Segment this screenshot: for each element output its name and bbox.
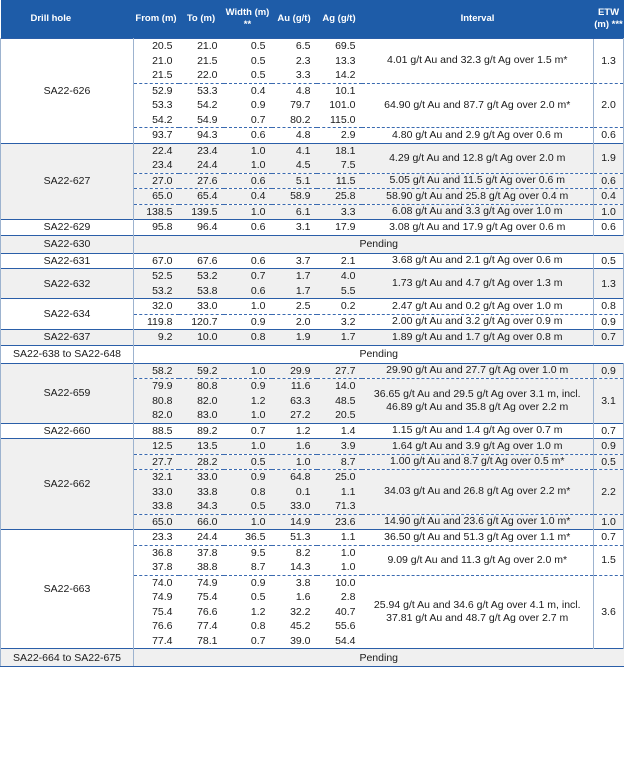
width-cell: 1.0 [224, 514, 272, 530]
header-etw: ETW (m) *** [594, 0, 624, 39]
header-row [1, 0, 624, 39]
from-cell: 52.9 [134, 83, 179, 98]
width-cell: 0.8 [250, 620, 266, 633]
from-cell: 27.0 [134, 173, 179, 189]
interval-cell: 1.89 g/t Au and 1.7 g/t Ag over 0.8 m [362, 330, 594, 346]
width-cell: 0.6 [224, 253, 272, 269]
etw-cell: 1.0 [594, 204, 624, 220]
from-cell: 65.0 [134, 189, 179, 205]
width-cell: 0.8 [224, 485, 272, 500]
au-cell: 6.1 [272, 204, 317, 220]
from-cell: 52.5 [134, 269, 179, 284]
etw-cell: 1.5 [594, 545, 624, 575]
to-cell: 75.4 [197, 591, 218, 604]
au-cell: 29.9 [272, 363, 317, 379]
ag-cell: 40.7 [335, 605, 356, 618]
from-cell: 75.4 [152, 605, 173, 618]
ag-cell: 13.3 [335, 54, 356, 67]
ag-cell: 17.9 [317, 220, 362, 236]
table-row [1, 363, 624, 379]
width-cell: 0.6 [224, 128, 272, 144]
width-cell: 0.6 [224, 220, 272, 236]
drill-hole-cell: SA22-634 [1, 299, 134, 330]
au-cell: 3.8 [272, 575, 317, 590]
ag-cell: 1.0 [317, 545, 362, 560]
au-cell: 80.2 [290, 113, 311, 126]
au-cell: 27.2 [272, 408, 317, 423]
from-cell: 79.9 [134, 379, 179, 394]
interval-cell: 4.29 g/t Au and 12.8 g/t Ag over 2.0 m [362, 143, 594, 173]
width-cell: 9.5 [224, 545, 272, 560]
au-cell: 0.1 [272, 485, 317, 500]
table-row [1, 439, 624, 455]
etw-cell: 0.6 [594, 220, 624, 236]
width-cell: 0.9 [224, 575, 272, 590]
ag-cell: 0.2 [317, 299, 362, 315]
width-cell: 0.5 [250, 591, 266, 604]
etw-cell: 0.6 [594, 173, 624, 189]
au-cell: 3.3 [295, 69, 311, 82]
from-cell: 32.1 [134, 470, 179, 485]
from-cell: 65.0 [134, 514, 179, 530]
au-cell: 63.3 [272, 394, 317, 409]
from-cell: 67.0 [134, 253, 179, 269]
drill-hole-cell: SA22-627 [1, 143, 134, 220]
drill-hole-cell: SA22-631 [1, 253, 134, 269]
width-cell: 0.6 [224, 284, 272, 299]
drill-hole-cell: SA22-629 [1, 220, 134, 236]
au-cell: 64.8 [272, 470, 317, 485]
from-cell: 76.6 [152, 620, 173, 633]
to-cell: 67.6 [179, 253, 224, 269]
ag-cell: 14.2 [335, 69, 356, 82]
to-cell: 24.4 [179, 158, 224, 173]
from-cell: 33.0 [134, 485, 179, 500]
interval-cell: 4.80 g/t Au and 2.9 g/t Ag over 0.6 m [362, 128, 594, 144]
to-cell: 59.2 [179, 363, 224, 379]
to-cell: 76.6 [197, 605, 218, 618]
to-cell: 38.8 [197, 561, 218, 574]
interval-cell: 58.90 g/t Au and 25.8 g/t Ag over 0.4 m [362, 189, 594, 205]
table-row [1, 423, 624, 439]
etw-cell: 3.1 [594, 379, 624, 424]
to-cell: 54.2 [197, 99, 218, 112]
etw-cell: 1.0 [594, 514, 624, 530]
interval-cell: 1.73 g/t Au and 4.7 g/t Ag over 1.3 m [362, 269, 594, 299]
width-cell: 0.7 [250, 113, 266, 126]
ag-cell: 2.8 [340, 591, 356, 604]
from-cell: 22.4 [134, 143, 179, 158]
to-cell: 24.4 [179, 530, 224, 546]
ag-cell: 7.5 [317, 158, 362, 173]
interval-cell: 1.00 g/t Au and 8.7 g/t Ag over 0.5 m* [362, 454, 594, 470]
from-cell: 27.7 [134, 454, 179, 470]
to-cell: 53.3 [179, 83, 224, 98]
drill-hole-cell: SA22-662 [1, 439, 134, 530]
ag-cell: 25.0 [317, 470, 362, 485]
interval-cell: 6.08 g/t Au and 3.3 g/t Ag over 1.0 m [362, 204, 594, 220]
to-cell: 66.0 [179, 514, 224, 530]
from-cell: 95.8 [134, 220, 179, 236]
width-cell: 1.0 [224, 408, 272, 423]
au-cell: 33.0 [272, 499, 317, 514]
to-cell: 77.4 [197, 620, 218, 633]
au-cell: 8.2 [272, 545, 317, 560]
au-cell: 2.3 [295, 54, 311, 67]
width-cell: 0.9 [224, 314, 272, 330]
etw-cell: 2.0 [594, 83, 624, 128]
header-ag: Ag (g/t) [317, 0, 362, 39]
au-cell: 3.7 [272, 253, 317, 269]
etw-cell: 3.6 [594, 575, 624, 649]
interval-cell: 36.50 g/t Au and 51.3 g/t Ag over 1.1 m* [362, 530, 594, 546]
etw-cell: 0.8 [594, 299, 624, 315]
au-cell: 2.0 [272, 314, 317, 330]
au-cell: 1.7 [272, 284, 317, 299]
from-cell: 53.2 [134, 284, 179, 299]
ag-cell: 1.1 [317, 530, 362, 546]
ag-cell: 69.5 [317, 39, 362, 54]
from-cell: 119.8 [134, 314, 179, 330]
to-cell: 94.3 [179, 128, 224, 144]
to-cell: 53.2 [179, 269, 224, 284]
table-row [1, 269, 624, 284]
table-row [1, 299, 624, 315]
ag-cell: 14.0 [317, 379, 362, 394]
au-cell: 51.3 [272, 530, 317, 546]
au-cell: 4.8 [272, 128, 317, 144]
from-cell: 9.2 [134, 330, 179, 346]
width-cell: 0.5 [250, 54, 266, 67]
to-cell: 13.5 [179, 439, 224, 455]
width-cell: 1.2 [250, 605, 266, 618]
au-cell: 3.1 [272, 220, 317, 236]
to-cell: 33.8 [179, 485, 224, 500]
ag-cell: 4.0 [317, 269, 362, 284]
table-row [1, 143, 624, 158]
width-cell: 8.7 [250, 561, 266, 574]
width-cell: 0.5 [224, 499, 272, 514]
au-cell: 14.3 [290, 561, 311, 574]
from-cell: 32.0 [134, 299, 179, 315]
to-cell: 10.0 [179, 330, 224, 346]
etw-cell: 1.3 [594, 269, 624, 299]
width-cell: 1.2 [224, 394, 272, 409]
au-cell: 1.2 [272, 423, 317, 439]
width-cell: 0.8 [224, 330, 272, 346]
etw-cell: 2.2 [594, 470, 624, 515]
etw-cell: 0.9 [594, 314, 624, 330]
to-cell: 33.0 [179, 470, 224, 485]
ag-cell: 20.5 [317, 408, 362, 423]
to-cell: 53.8 [179, 284, 224, 299]
header-width: Width (m) ** [224, 0, 272, 39]
au-cell: 1.0 [272, 454, 317, 470]
from-cell: 33.8 [134, 499, 179, 514]
au-cell: 39.0 [290, 634, 311, 647]
ag-cell: 18.1 [317, 143, 362, 158]
from-cell: 77.4 [152, 634, 173, 647]
etw-cell: 0.5 [594, 253, 624, 269]
drill-hole-cell: SA22-663 [1, 530, 134, 649]
interval-cell: 9.09 g/t Au and 11.3 g/t Ag over 2.0 m* [362, 545, 594, 575]
to-cell: 34.3 [179, 499, 224, 514]
interval-cell: 25.94 g/t Au and 34.6 g/t Ag over 4.1 m, incl. 37.81 g/t Au and 48.7 g/t Ag over 2.7 m [362, 575, 594, 649]
table-row [1, 649, 624, 667]
from-cell: 82.0 [134, 408, 179, 423]
ag-cell: 2.9 [317, 128, 362, 144]
au-cell: 32.2 [290, 605, 311, 618]
ag-cell: 1.4 [317, 423, 362, 439]
to-cell: 120.7 [179, 314, 224, 330]
au-cell: 14.9 [272, 514, 317, 530]
ag-cell: 48.5 [317, 394, 362, 409]
to-cell: 74.9 [179, 575, 224, 590]
ag-cell: 3.3 [317, 204, 362, 220]
ag-cell: 5.5 [317, 284, 362, 299]
au-cell: 4.5 [272, 158, 317, 173]
ag-cell: 71.3 [317, 499, 362, 514]
to-cell: 96.4 [179, 220, 224, 236]
ag-cell: 1.7 [317, 330, 362, 346]
interval-cell: 36.65 g/t Au and 29.5 g/t Ag over 3.1 m, incl. 46.89 g/t Au and 35.8 g/t Ag over 2.2 m [362, 379, 594, 424]
au-cell: 4.1 [272, 143, 317, 158]
pending-cell: Pending [134, 345, 624, 363]
ag-cell: 55.6 [335, 620, 356, 633]
drill-hole-cell: SA22-626 [1, 39, 134, 144]
width-cell: 0.4 [224, 189, 272, 205]
from-cell: 23.3 [134, 530, 179, 546]
ag-cell: 23.6 [317, 514, 362, 530]
width-cell: 0.5 [224, 454, 272, 470]
table-row [1, 39, 624, 54]
etw-cell: 0.9 [594, 439, 624, 455]
to-cell: 33.0 [179, 299, 224, 315]
from-cell: 53.3 [152, 99, 173, 112]
width-cell: 1.0 [224, 363, 272, 379]
header-from: From (m) [134, 0, 179, 39]
from-cell: 20.5 [134, 39, 179, 54]
width-cell: 0.9 [224, 470, 272, 485]
interval-cell: 5.05 g/t Au and 11.5 g/t Ag over 0.6 m [362, 173, 594, 189]
interval-cell: 3.68 g/t Au and 2.1 g/t Ag over 0.6 m [362, 253, 594, 269]
header-interval: Interval [362, 0, 594, 39]
etw-cell: 0.9 [594, 363, 624, 379]
table-row [1, 253, 624, 269]
etw-cell: 0.7 [594, 330, 624, 346]
from-cell: 80.8 [134, 394, 179, 409]
header-to: To (m) [179, 0, 224, 39]
from-cell: 74.9 [152, 591, 173, 604]
au-cell: 5.1 [272, 173, 317, 189]
to-cell: 27.6 [179, 173, 224, 189]
etw-cell: 0.7 [594, 530, 624, 546]
from-cell: 88.5 [134, 423, 179, 439]
ag-cell: 25.8 [317, 189, 362, 205]
ag-cell: 10.0 [317, 575, 362, 590]
ag-cell: 54.4 [335, 634, 356, 647]
to-cell: 83.0 [179, 408, 224, 423]
au-cell: 4.8 [272, 83, 317, 98]
width-cell: 1.0 [224, 299, 272, 315]
table-row [1, 235, 624, 253]
ag-cell: 3.2 [317, 314, 362, 330]
au-cell: 45.2 [290, 620, 311, 633]
table-row [1, 530, 624, 546]
drill-hole-cell: SA22-638 to SA22-648 [1, 345, 134, 363]
interval-cell: 2.47 g/t Au and 0.2 g/t Ag over 1.0 m [362, 299, 594, 315]
width-cell: 0.9 [224, 379, 272, 394]
etw-cell: 0.4 [594, 189, 624, 205]
drill-hole-cell: SA22-630 [1, 235, 134, 253]
width-cell: 0.5 [250, 69, 266, 82]
au-cell: 1.6 [272, 439, 317, 455]
interval-cell: 3.08 g/t Au and 17.9 g/t Ag over 0.6 m [362, 220, 594, 236]
au-cell: 11.6 [272, 379, 317, 394]
from-cell: 23.4 [134, 158, 179, 173]
from-cell: 21.5 [152, 69, 173, 82]
width-cell: 0.5 [224, 39, 272, 54]
to-cell: 28.2 [179, 454, 224, 470]
au-cell: 58.9 [272, 189, 317, 205]
width-cell: 1.0 [224, 143, 272, 158]
width-cell: 0.7 [224, 423, 272, 439]
table-body [1, 39, 624, 667]
width-cell: 0.7 [250, 634, 266, 647]
width-cell: 0.6 [224, 173, 272, 189]
etw-cell: 0.5 [594, 454, 624, 470]
ag-cell: 11.5 [317, 173, 362, 189]
width-cell: 0.7 [224, 269, 272, 284]
interval-cell: 34.03 g/t Au and 26.8 g/t Ag over 2.2 m* [362, 470, 594, 515]
interval-cell: 14.90 g/t Au and 23.6 g/t Ag over 1.0 m* [362, 514, 594, 530]
ag-cell: 27.7 [317, 363, 362, 379]
etw-cell: 0.7 [594, 423, 624, 439]
to-cell: 54.9 [197, 113, 218, 126]
to-cell: 21.0 [179, 39, 224, 54]
au-cell: 79.7 [290, 99, 311, 112]
ag-cell: 8.7 [317, 454, 362, 470]
au-cell: 2.5 [272, 299, 317, 315]
width-cell: 0.4 [224, 83, 272, 98]
ag-cell: 1.0 [340, 561, 356, 574]
from-cell: 37.8 [152, 561, 173, 574]
interval-cell: 29.90 g/t Au and 27.7 g/t Ag over 1.0 m [362, 363, 594, 379]
drill-hole-cell: SA22-632 [1, 269, 134, 299]
pending-cell: Pending [134, 235, 624, 253]
to-cell: 65.4 [179, 189, 224, 205]
ag-cell: 1.1 [317, 485, 362, 500]
to-cell: 21.5 [197, 54, 218, 67]
to-cell: 37.8 [179, 545, 224, 560]
width-cell: 0.9 [250, 99, 266, 112]
interval-cell: 2.00 g/t Au and 3.2 g/t Ag over 0.9 m [362, 314, 594, 330]
au-cell: 6.5 [272, 39, 317, 54]
au-cell: 1.6 [295, 591, 311, 604]
au-cell: 1.7 [272, 269, 317, 284]
ag-cell: 115.0 [330, 113, 356, 126]
header-drill-hole: Drill hole [1, 0, 134, 39]
to-cell: 80.8 [179, 379, 224, 394]
drill-hole-cell: SA22-659 [1, 363, 134, 423]
etw-cell: 0.6 [594, 128, 624, 144]
from-cell: 138.5 [134, 204, 179, 220]
width-cell: 1.0 [224, 204, 272, 220]
from-cell: 74.0 [134, 575, 179, 590]
table-row [1, 330, 624, 346]
interval-cell: 1.64 g/t Au and 3.9 g/t Ag over 1.0 m [362, 439, 594, 455]
interval-cell: 4.01 g/t Au and 32.3 g/t Ag over 1.5 m* [362, 39, 594, 84]
header-au: Au (g/t) [272, 0, 317, 39]
table-row [1, 220, 624, 236]
ag-cell: 10.1 [317, 83, 362, 98]
from-cell: 12.5 [134, 439, 179, 455]
from-cell: 93.7 [134, 128, 179, 144]
table-row [1, 345, 624, 363]
ag-cell: 3.9 [317, 439, 362, 455]
to-cell: 22.0 [197, 69, 218, 82]
to-cell: 139.5 [179, 204, 224, 220]
etw-cell: 1.3 [594, 39, 624, 84]
from-cell: 58.2 [134, 363, 179, 379]
drill-hole-cell: SA22-664 to SA22-675 [1, 649, 134, 667]
to-cell: 23.4 [179, 143, 224, 158]
ag-cell: 2.1 [317, 253, 362, 269]
pending-cell: Pending [134, 649, 624, 667]
from-cell: 54.2 [152, 113, 173, 126]
to-cell: 82.0 [179, 394, 224, 409]
width-cell: 1.0 [224, 439, 272, 455]
au-cell: 1.9 [272, 330, 317, 346]
to-cell: 89.2 [179, 423, 224, 439]
from-cell: 21.0 [152, 54, 173, 67]
width-cell: 36.5 [224, 530, 272, 546]
interval-cell: 1.15 g/t Au and 1.4 g/t Ag over 0.7 m [362, 423, 594, 439]
ag-cell: 101.0 [329, 99, 356, 112]
drill-hole-cell: SA22-637 [1, 330, 134, 346]
from-cell: 36.8 [134, 545, 179, 560]
width-cell: 1.0 [224, 158, 272, 173]
interval-cell: 64.90 g/t Au and 87.7 g/t Ag over 2.0 m* [362, 83, 594, 128]
etw-cell: 1.9 [594, 143, 624, 173]
drill-hole-cell: SA22-660 [1, 423, 134, 439]
to-cell: 78.1 [197, 634, 218, 647]
